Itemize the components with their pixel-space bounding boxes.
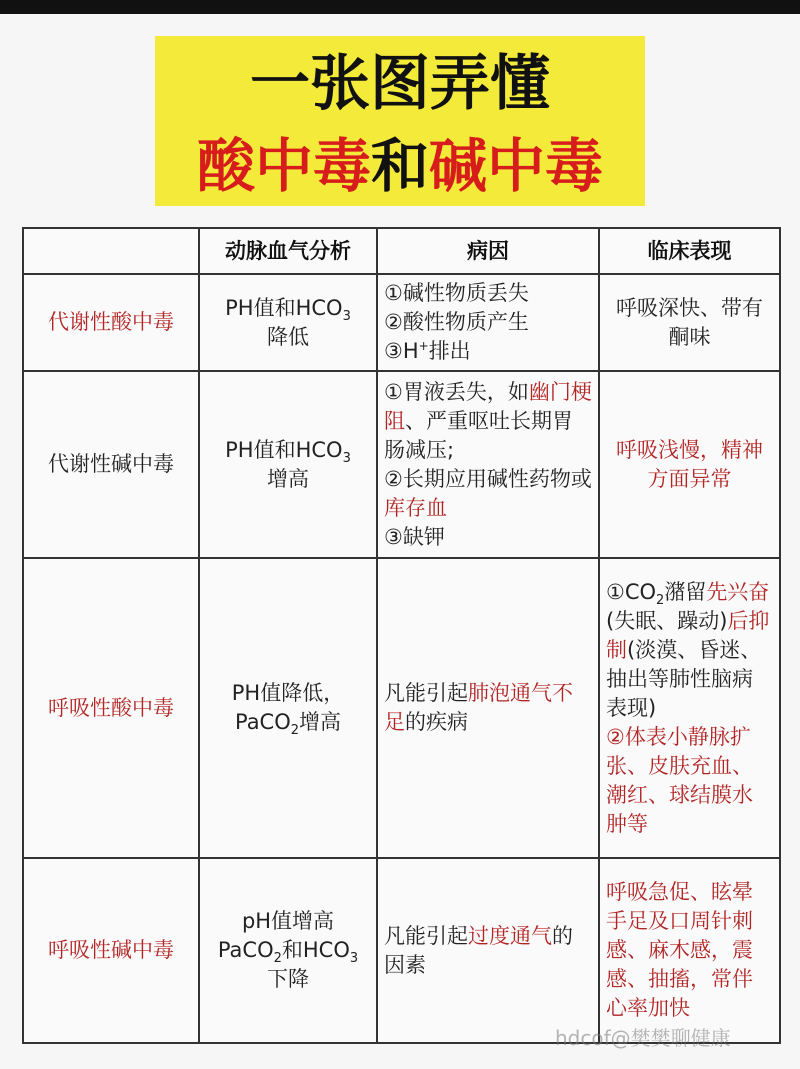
header-clinical: 临床表现	[599, 228, 780, 274]
watermark: hdcof@樊樊聊健康	[555, 1026, 731, 1050]
title-acidosis: 酸中毒	[196, 132, 371, 200]
row-clinical: $①CO_2$潴留先兴奋(失眠、躁动)后抑制(淡漠、昏迷、抽出等肺性脑病表现) ②体表小静脉扩张、皮肤充血、潮红、球结膜水肿等	[599, 558, 780, 858]
table-row	[23, 858, 780, 1043]
table-row	[23, 274, 780, 371]
row-name: 呼吸性碱中毒	[23, 858, 199, 1043]
row-name: 呼吸性酸中毒	[23, 558, 199, 858]
table-row	[23, 371, 780, 558]
title-line-1: 一张图弄懂	[250, 49, 550, 119]
row-clinical: 呼吸深快、带有酮味	[599, 274, 780, 371]
table-row	[23, 558, 780, 858]
row-blood-gas: PH值和$HCO_3$ 增高	[199, 371, 377, 558]
row-cause: ①胃液丢失，如幽门梗阻、严重呕吐长期胃肠减压; ②长期应用碱性药物或库存血 ③缺钾	[377, 371, 599, 558]
acid-base-table	[22, 227, 781, 1044]
row-cause: 凡能引起肺泡通气不足的疾病	[377, 558, 599, 858]
header-blood-gas: 动脉血气分析	[199, 228, 377, 274]
row-name: 代谢性碱中毒	[23, 371, 199, 558]
title-line-2	[155, 130, 645, 202]
header-cause: 病因	[377, 228, 599, 274]
row-blood-gas: PH值降低， PaCO$_2$增高	[199, 558, 377, 858]
title-banner	[155, 36, 645, 206]
title-and: 和	[370, 132, 429, 200]
row-name: 代谢性酸中毒	[23, 274, 199, 371]
top-bar	[0, 0, 800, 14]
row-blood-gas: PH值和$HCO_3$ 降低	[199, 274, 377, 371]
table-header-row	[23, 228, 780, 274]
row-clinical: 呼吸急促、眩晕手足及口周针刺感、麻木感，震感、抽搐，常伴心率加快	[599, 858, 780, 1043]
row-cause: 凡能引起过度通气的因素	[377, 858, 599, 1043]
row-blood-gas: pH值增高 PaCO$_2$和$HCO_3$ 下降	[199, 858, 377, 1043]
header-empty	[23, 228, 199, 274]
row-cause: ①碱性物质丢失 ②酸性物质产生 ③H+排出	[377, 274, 599, 371]
title-alkalosis: 碱中毒	[429, 132, 604, 200]
row-clinical: 呼吸浅慢，精神方面异常	[599, 371, 780, 558]
